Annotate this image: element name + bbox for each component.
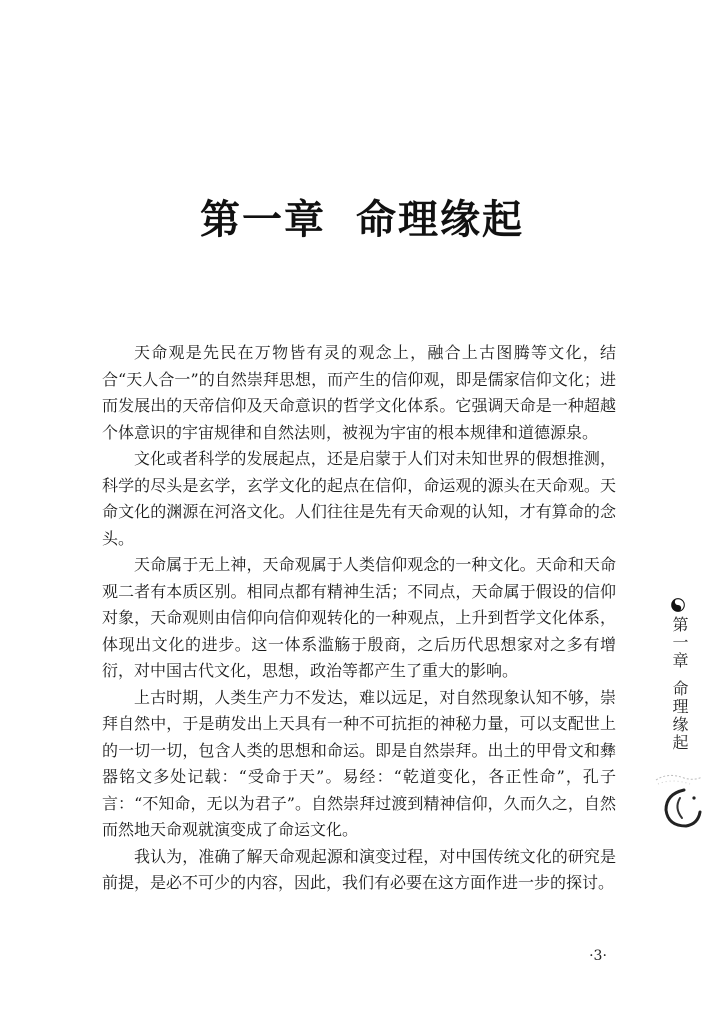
paragraph-4: 上古时期，人类生产力不发达，难以远足，对自然现象认知不够，崇拜自然中，于是萌发出上天具有一种不可抗拒的神秘力量，可以支配世上的一切一切，包含人类的思想和命运。即是自然崇拜。出土的甲骨文和彝器铭文多处记载：“受命于天”。易经：“乾道变化，各正性命”，孔子言：“不知命，无以为君子”。自然崇拜过渡到精神信仰，久而久之，自然而然地天命观就演变成了命运文化。 bbox=[102, 687, 616, 839]
side-tab-chapter: 第一章 bbox=[670, 616, 689, 670]
side-chapter-tab bbox=[660, 598, 700, 838]
yin-yang-icon bbox=[671, 598, 685, 612]
paragraph-1: 天命观是先民在万物皆有灵的观念上，融合上古图腾等文化，结合“天人合一”的自然崇拜思想，而产生的信仰观，即是儒家信仰文化；进而发展出的天帝信仰及天命意识的哲学文化体系。它强调天命是一种超越个体意识的宇宙规律和自然法则，被视为宇宙的根本规律和道德源泉。 bbox=[102, 343, 616, 442]
chapter-title bbox=[0, 188, 724, 245]
ink-brush-decoration-icon bbox=[654, 768, 704, 838]
page-number: ·3· bbox=[589, 948, 607, 964]
side-tab-text bbox=[668, 616, 691, 752]
paragraph-5: 我认为，准确了解天命观起源和演变过程，对中国传统文化的研究是前提，是必不可少的内容，因此，我们有必要在这方面作进一步的探讨。 bbox=[102, 846, 616, 892]
chapter-number: 第一章 bbox=[200, 196, 326, 243]
body-text bbox=[102, 340, 616, 897]
chapter-name: 命理缘起 bbox=[356, 196, 524, 243]
paragraph-3: 天命属于无上神，天命观属于人类信仰观念的一种文化。天命和天命观二者有本质区别。相同点都有精神生活；不同点，天命属于假设的信仰对象，天命观则由信仰向信仰观转化的一种观点，上升到哲学文化体系，体现出文化的进步。这一体系滥觞于殷商，之后历代思想家对之多有增衍，对中国古代文化，思想，政治等都产生了重大的影响。 bbox=[102, 555, 616, 680]
paragraph-2: 文化或者科学的发展起点，还是启蒙于人们对未知世界的假想推测，科学的尽头是玄学，玄学文化的起点在信仰，命运观的源头在天命观。天命文化的渊源在河洛文化。人们往往是先有天命观的认知，才有算命的念头。 bbox=[102, 449, 616, 548]
side-tab-title: 命理缘起 bbox=[670, 680, 689, 752]
